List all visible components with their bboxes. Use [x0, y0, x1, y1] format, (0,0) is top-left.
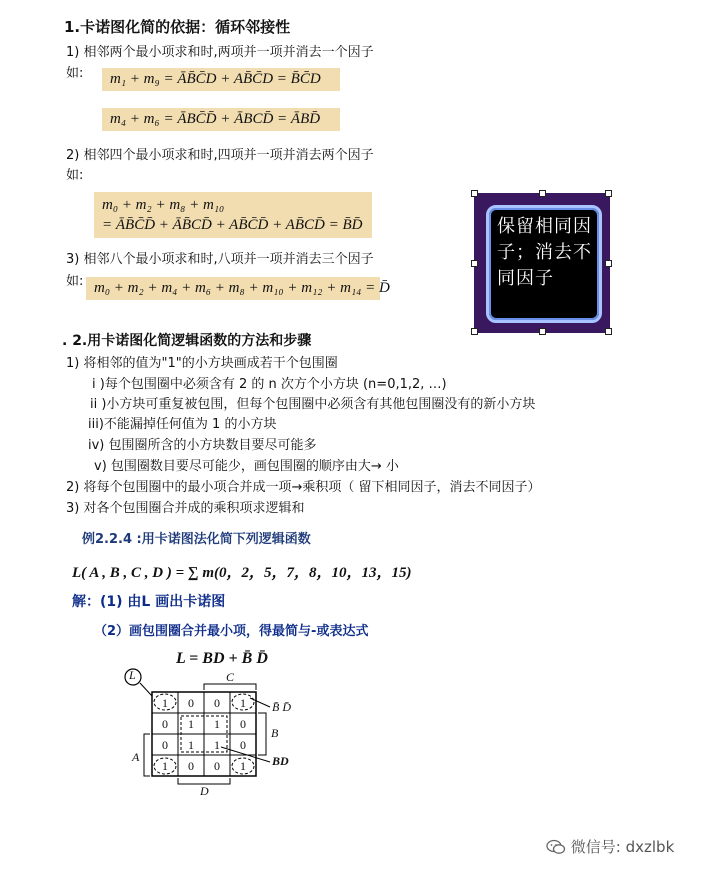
rule1-example-label: 如:	[66, 66, 84, 81]
resize-handle-tr[interactable]	[605, 190, 612, 197]
step1-text: 1) 将相邻的值为"1"的小方块画成若干个包围圈	[66, 356, 338, 371]
solve-step2: （2）画包围圈合并最小项，得最简与-或表达式	[94, 624, 369, 639]
section1-title: 1.卡诺图化简的依据：循环邻接性	[64, 18, 291, 36]
step1-sub3: iii)不能漏掉任何值为 1 的小方块	[88, 417, 277, 432]
rule3-text: 3) 相邻八个最小项求和时,八项并一项并消去三个因子	[66, 252, 374, 267]
kmap-left-var: A	[132, 750, 140, 764]
section2-title: . 2.用卡诺图化简逻辑函数的方法和步骤	[62, 333, 312, 349]
step2-text: 2) 将每个包围圈中的最小项合并成一项→乘积项（ 留下相同因子，消去不同因子）	[66, 480, 541, 495]
kmap-cell: 0	[240, 717, 246, 731]
note-text: 保留相同因子；消去不同因子	[497, 216, 592, 289]
step3-text: 3) 对各个包围圈合并成的乘积项求逻辑和	[66, 501, 305, 516]
kmap-cell: 0	[188, 759, 194, 773]
example-title: 例2.2.4 :用卡诺图法化简下列逻辑函数	[82, 532, 311, 547]
result-expression: L = BD + B̄ D̄	[176, 650, 268, 667]
formula1-terms: ĀB̄C̄D + AB̄C̄D	[177, 71, 274, 87]
rule2-example-label: 如:	[66, 168, 84, 183]
resize-handle-r[interactable]	[605, 260, 612, 267]
step1-sub1: i )每个包围圈中必须含有 2 的 n 次方个小方块 (n=0,1,2, …)	[92, 377, 447, 392]
formula1-lhs: m₁ + m₉ =	[110, 71, 178, 87]
note-inner-frame	[486, 205, 602, 323]
resize-handle-tl[interactable]	[471, 190, 478, 197]
formula3-line2: = ĀB̄C̄D̄ + ĀB̄CD̄ + AB̄C̄D̄ + AB̄CD̄ = B̄D̄	[102, 217, 363, 233]
formula-m1-m9	[102, 68, 340, 91]
resize-handle-br[interactable]	[605, 328, 612, 335]
kmap-label-bd: BD	[272, 754, 289, 768]
wechat-icon	[546, 839, 566, 855]
kmap-cell: 1	[162, 696, 168, 710]
kmap-cell: 1	[162, 759, 168, 773]
rule3-example-label: 如:	[66, 274, 84, 289]
kmap-cell: 1	[214, 717, 220, 731]
solve-step1: 解：(1) 由L 画出卡诺图	[72, 594, 226, 610]
kmap-cell: 0	[240, 738, 246, 752]
kmap-cell: 0	[162, 738, 168, 752]
formula-four-terms	[94, 192, 372, 238]
formula2-result: ĀBD̄	[290, 111, 321, 127]
kmap-cell: 0	[214, 696, 220, 710]
kmap-right-var: B	[271, 726, 279, 740]
rule2-text: 2) 相邻四个最小项求和时,四项并一项并消去两个因子	[66, 148, 374, 163]
formula3-line1: m₀ + m₂ + m₈ + m₁₀	[102, 197, 225, 213]
formula-eight-terms: m₀ + m₂ + m₄ + m₆ + m₈ + m₁₀ + m₁₂ + m₁₄ = D̄	[86, 277, 380, 300]
kmap-top-var: C	[226, 670, 235, 684]
kmap-cell: 1	[188, 717, 194, 731]
kmap-cell: 0	[162, 717, 168, 731]
kmap-cell: 1	[240, 759, 246, 773]
kmap-cell: 0	[214, 759, 220, 773]
formula2-eq: =	[273, 111, 291, 127]
watermark-text: 微信号: dxzlbk	[570, 838, 675, 856]
kmap-cell: 1	[214, 738, 220, 752]
kmap-lines	[118, 664, 308, 804]
step1-sub2: ii )小方块可重复被包围，但每个包围圈中必须含有其他包围圈没有的新小方块	[90, 397, 536, 412]
kmap-cell: 1	[188, 738, 194, 752]
rule1-text: 1) 相邻两个最小项求和时,两项并一项并消去一个因子	[66, 45, 374, 60]
resize-handle-bl[interactable]	[471, 328, 478, 335]
resize-handle-b[interactable]	[539, 328, 546, 335]
step1-sub5: v) 包围圈数目要尽可能少，画包围圈的顺序由大→ 小	[94, 459, 399, 474]
formula1-result: B̄C̄D	[290, 71, 321, 87]
resize-handle-l[interactable]	[471, 260, 478, 267]
step1-sub4: iv) 包围圈所含的小方块数目要尽可能多	[88, 438, 317, 453]
kmap-bottom-var: D	[200, 784, 209, 798]
example-function: L( A , B , C , D ) = ∑ m(0，2，5，7，8，10，13，15)	[72, 565, 412, 581]
note-callout-box[interactable]	[474, 193, 610, 333]
kmap-cell: 0	[188, 696, 194, 710]
resize-handle-t[interactable]	[539, 190, 546, 197]
kmap-corner-label: L	[129, 668, 136, 682]
kmap-label-bd-bar: B̄ D̄	[272, 700, 291, 714]
formula-m4-m6	[102, 108, 340, 131]
formula2-terms: ĀBC̄D̄ + ĀBCD̄	[177, 111, 274, 127]
formula1-eq: =	[273, 71, 291, 87]
formula2-lhs: m₄ + m₆ =	[110, 111, 178, 127]
watermark	[546, 836, 674, 857]
kmap-cell: 1	[240, 696, 246, 710]
karnaugh-map	[118, 664, 308, 804]
